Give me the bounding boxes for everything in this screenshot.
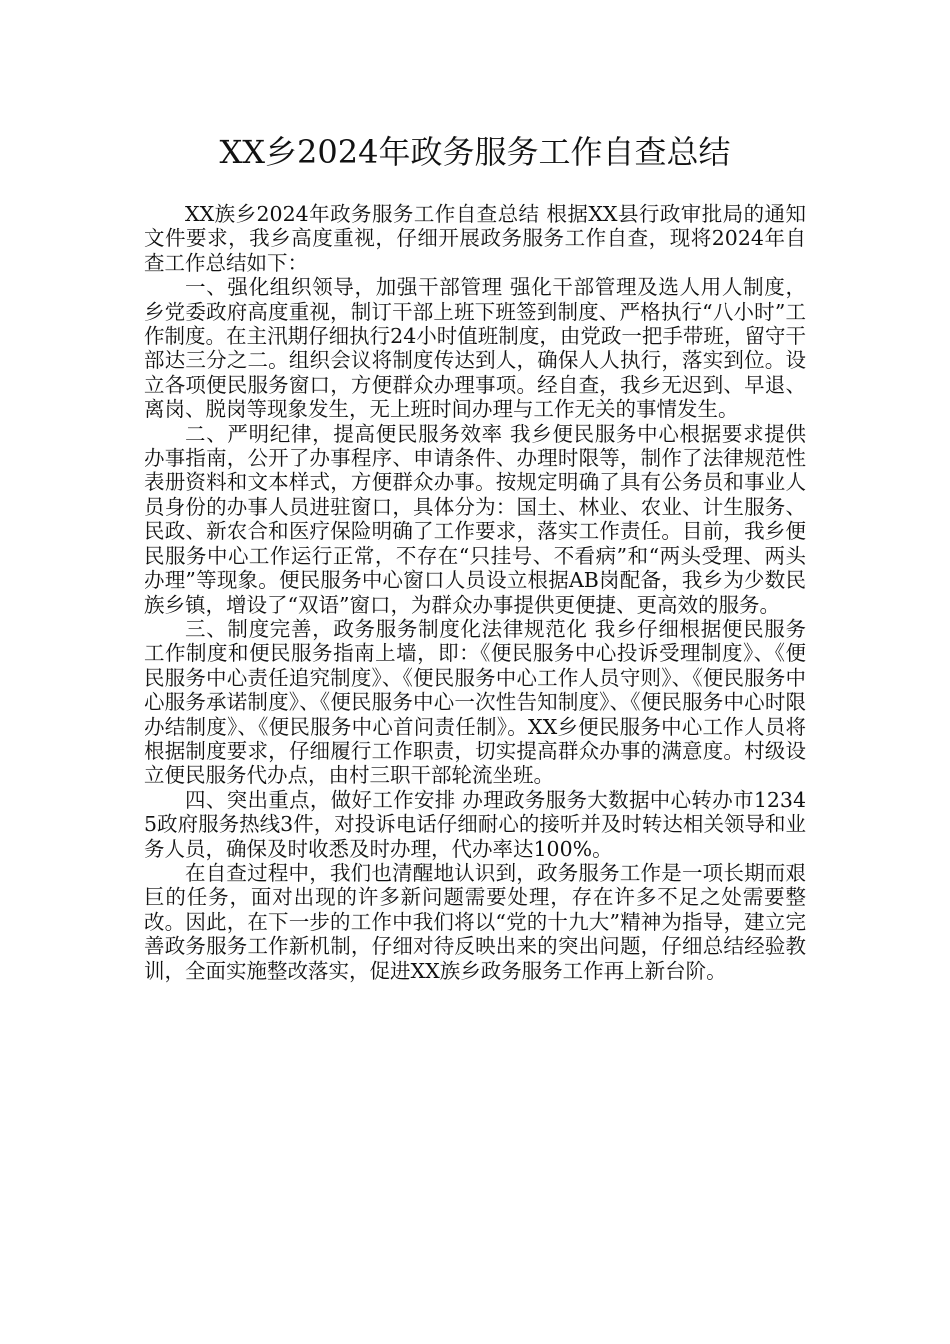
paragraph-conclusion: 在自查过程中，我们也清醒地认识到，政务服务工作是一项长期而艰巨的任务，面对出现的许多新问题需要处理，存在许多不足之处需要整改。因此，在下一步的工作中我们将以“党的十九大”精神为指导，建立完善政务服务工作新机制，仔细对待反映出来的突出问题，仔细总结经验教训，全面实施整改落实，促进XX族乡政务服务工作再上新台阶。 — [144, 860, 806, 983]
paragraph-section-1: 一、强化组织领导，加强干部管理 强化干部管理及选人用人制度，乡党委政府高度重视，制订干部上班下班签到制度、严格执行“八小时”工作制度。在主汛期仔细执行24小时值班制度，由党政一把手带班，留守干部达三分之二。组织会议将制度传达到人，确保人人执行，落实到位。设立各项便民服务窗口，方便群众办理事项。经自查，我乡无迟到、早退、离岗、脱岗等现象发生，无上班时间办理与工作无关的事情发生。 — [144, 275, 806, 422]
paragraph-section-3: 三、制度完善，政务服务制度化法律规范化 我乡仔细根据便民服务工作制度和便民服务指南上墙，即：《便民服务中心投诉受理制度》、《便民服务中心责任追究制度》、《便民服务中心工作人员守则》、《便民服务中心服务承诺制度》、《便民服务中心一次性告知制度》、《便民服务中心时限办结制度》、《便民服务中心首问责任制》。XX乡便民服务中心工作人员将根据制度要求，仔细履行工作职责，切实提高群众办事的满意度。村级设立便民服务代办点，由村三职干部轮流坐班。 — [144, 616, 806, 788]
document-title: XX乡2024年政务服务工作自查总结 — [219, 133, 731, 171]
paragraph-section-2: 二、严明纪律，提高便民服务效率 我乡便民服务中心根据要求提供办事指南，公开了办事程序、申请条件、办理时限等，制作了法律规范性表册资料和文本样式，方便群众办事。按规定明确了具有公务员和事业人员身份的办事人员进驻窗口，具体分为：国土、林业、农业、计生服务、民政、新农合和医疗保险明确了工作要求，落实工作责任。目前，我乡便民服务中心工作运行正常，不存在“只挂号、不看病”和“两头受理、两头办理”等现象。便民服务中心窗口人员设立根据AB岗配备，我乡为少数民族乡镇，增设了“双语”窗口，为群众办事提供更便捷、更高效的服务。 — [144, 421, 806, 617]
paragraph-intro: XX族乡2024年政务服务工作自查总结 根据XX县行政审批局的通知文件要求，我乡高度重视，仔细开展政务服务工作自查，现将2024年自查工作总结如下： — [144, 202, 806, 275]
paragraph-section-4: 四、突出重点，做好工作安排 办理政务服务大数据中心转办市12345政府服务热线3件，对投诉电话仔细耐心的接听并及时转达相关领导和业务人员，确保及时收悉及时办理，代办率达100%。 — [144, 787, 806, 861]
document-body — [144, 202, 806, 983]
